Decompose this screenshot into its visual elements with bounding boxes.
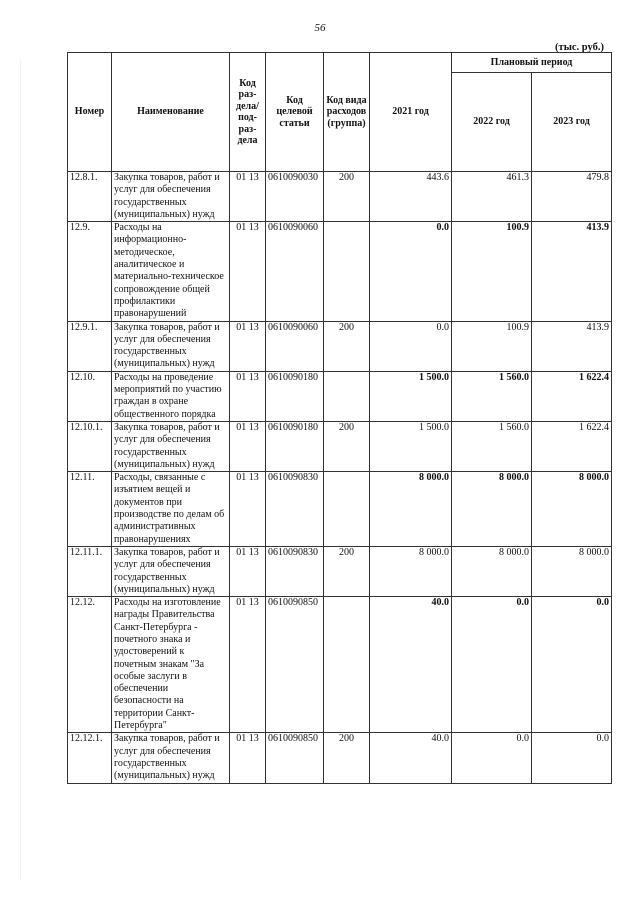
row-target-code: 0610090060 — [266, 321, 324, 371]
row-number: 12.10. — [68, 371, 112, 421]
row-name: Расходы, связанные с изъятием вещей и документов при производстве по делам об административных правонарушениях — [112, 472, 230, 547]
row-expense-type-code — [324, 371, 370, 421]
row-target-code: 0610090830 — [266, 472, 324, 547]
row-name: Закупка товаров, работ и услуг для обеспечения государственных (муниципальных) нужд — [112, 546, 230, 596]
row-section-code: 01 13 — [230, 472, 266, 547]
table-row — [68, 421, 612, 471]
row-expense-type-code: 200 — [324, 321, 370, 371]
table-row — [68, 472, 612, 547]
page-number: 56 — [314, 22, 326, 34]
scan-edge-mark — [20, 60, 21, 880]
row-section-code: 01 13 — [230, 546, 266, 596]
row-value-2022: 0.0 — [452, 733, 532, 783]
header-expense-type-code: Код вида расходов (группа) — [324, 53, 370, 172]
budget-table — [67, 52, 612, 784]
row-section-code: 01 13 — [230, 421, 266, 471]
row-target-code: 0610090060 — [266, 222, 324, 321]
row-value-2022: 8 000.0 — [452, 546, 532, 596]
row-value-2023: 413.9 — [532, 222, 612, 321]
row-value-2021: 1 500.0 — [370, 421, 452, 471]
row-name: Расходы на проведение мероприятий по участию граждан в охране общественного порядка — [112, 371, 230, 421]
row-section-code: 01 13 — [230, 222, 266, 321]
row-value-2021: 0.0 — [370, 321, 452, 371]
header-year-2023: 2023 год — [532, 73, 612, 172]
row-target-code: 0610090850 — [266, 733, 324, 783]
table-row — [68, 222, 612, 321]
row-value-2022: 100.9 — [452, 321, 532, 371]
row-value-2021: 443.6 — [370, 172, 452, 222]
row-number: 12.12.1. — [68, 733, 112, 783]
table-row — [68, 597, 612, 733]
row-section-code: 01 13 — [230, 733, 266, 783]
row-target-code: 0610090830 — [266, 546, 324, 596]
table-row — [68, 371, 612, 421]
row-value-2022: 1 560.0 — [452, 421, 532, 471]
row-number: 12.9. — [68, 222, 112, 321]
row-value-2023: 479.8 — [532, 172, 612, 222]
row-value-2022: 461.3 — [452, 172, 532, 222]
row-value-2023: 0.0 — [532, 733, 612, 783]
row-value-2021: 1 500.0 — [370, 371, 452, 421]
row-number: 12.8.1. — [68, 172, 112, 222]
row-name: Расходы на информационно-методическое, аналитическое и материально-техническое сопровождение общей профилактики правонарушений — [112, 222, 230, 321]
row-name: Закупка товаров, работ и услуг для обеспечения государственных (муниципальных) нужд — [112, 421, 230, 471]
row-number: 12.12. — [68, 597, 112, 733]
row-expense-type-code — [324, 222, 370, 321]
row-number: 12.10.1. — [68, 421, 112, 471]
row-expense-type-code — [324, 472, 370, 547]
row-value-2023: 413.9 — [532, 321, 612, 371]
row-value-2022: 1 560.0 — [452, 371, 532, 421]
row-section-code: 01 13 — [230, 321, 266, 371]
header-section-code: Код раз-дела/ под-раз-дела — [230, 53, 266, 172]
row-value-2023: 8 000.0 — [532, 472, 612, 547]
row-value-2022: 0.0 — [452, 597, 532, 733]
row-expense-type-code: 200 — [324, 421, 370, 471]
header-planned-period: Плановый период — [452, 53, 612, 73]
row-expense-type-code — [324, 597, 370, 733]
row-value-2022: 8 000.0 — [452, 472, 532, 547]
table-row — [68, 546, 612, 596]
header-year-2022: 2022 год — [452, 73, 532, 172]
row-name: Закупка товаров, работ и услуг для обеспечения государственных (муниципальных) нужд — [112, 172, 230, 222]
row-value-2023: 1 622.4 — [532, 421, 612, 471]
row-value-2022: 100.9 — [452, 222, 532, 321]
row-expense-type-code: 200 — [324, 172, 370, 222]
row-section-code: 01 13 — [230, 172, 266, 222]
row-section-code: 01 13 — [230, 597, 266, 733]
row-value-2023: 0.0 — [532, 597, 612, 733]
row-section-code: 01 13 — [230, 371, 266, 421]
table-row — [68, 321, 612, 371]
header-year-2021: 2021 год — [370, 53, 452, 172]
row-value-2021: 0.0 — [370, 222, 452, 321]
row-value-2021: 8 000.0 — [370, 546, 452, 596]
row-value-2023: 8 000.0 — [532, 546, 612, 596]
row-name: Закупка товаров, работ и услуг для обеспечения государственных (муниципальных) нужд — [112, 321, 230, 371]
row-target-code: 0610090030 — [266, 172, 324, 222]
row-value-2021: 40.0 — [370, 733, 452, 783]
row-name: Расходы на изготовление награды Правительства Санкт-Петербурга - почетного знака и удостоверений к почетным знакам "За особые заслуги в обеспечении безопасности на территории Санкт-Петербурга" — [112, 597, 230, 733]
row-number: 12.9.1. — [68, 321, 112, 371]
table-body — [68, 172, 612, 784]
header-target-code: Код целевой статьи — [266, 53, 324, 172]
row-target-code: 0610090180 — [266, 371, 324, 421]
row-expense-type-code: 200 — [324, 733, 370, 783]
row-target-code: 0610090850 — [266, 597, 324, 733]
table-header-row — [68, 53, 612, 73]
row-number: 12.11. — [68, 472, 112, 547]
row-value-2021: 8 000.0 — [370, 472, 452, 547]
header-number: Номер — [68, 53, 112, 172]
table-row — [68, 733, 612, 783]
row-number: 12.11.1. — [68, 546, 112, 596]
row-target-code: 0610090180 — [266, 421, 324, 471]
row-value-2021: 40.0 — [370, 597, 452, 733]
row-name: Закупка товаров, работ и услуг для обеспечения государственных (муниципальных) нужд — [112, 733, 230, 783]
row-expense-type-code: 200 — [324, 546, 370, 596]
row-value-2023: 1 622.4 — [532, 371, 612, 421]
table-row — [68, 172, 612, 222]
header-name: Наименование — [112, 53, 230, 172]
units-label: (тыс. руб.) — [555, 42, 604, 53]
